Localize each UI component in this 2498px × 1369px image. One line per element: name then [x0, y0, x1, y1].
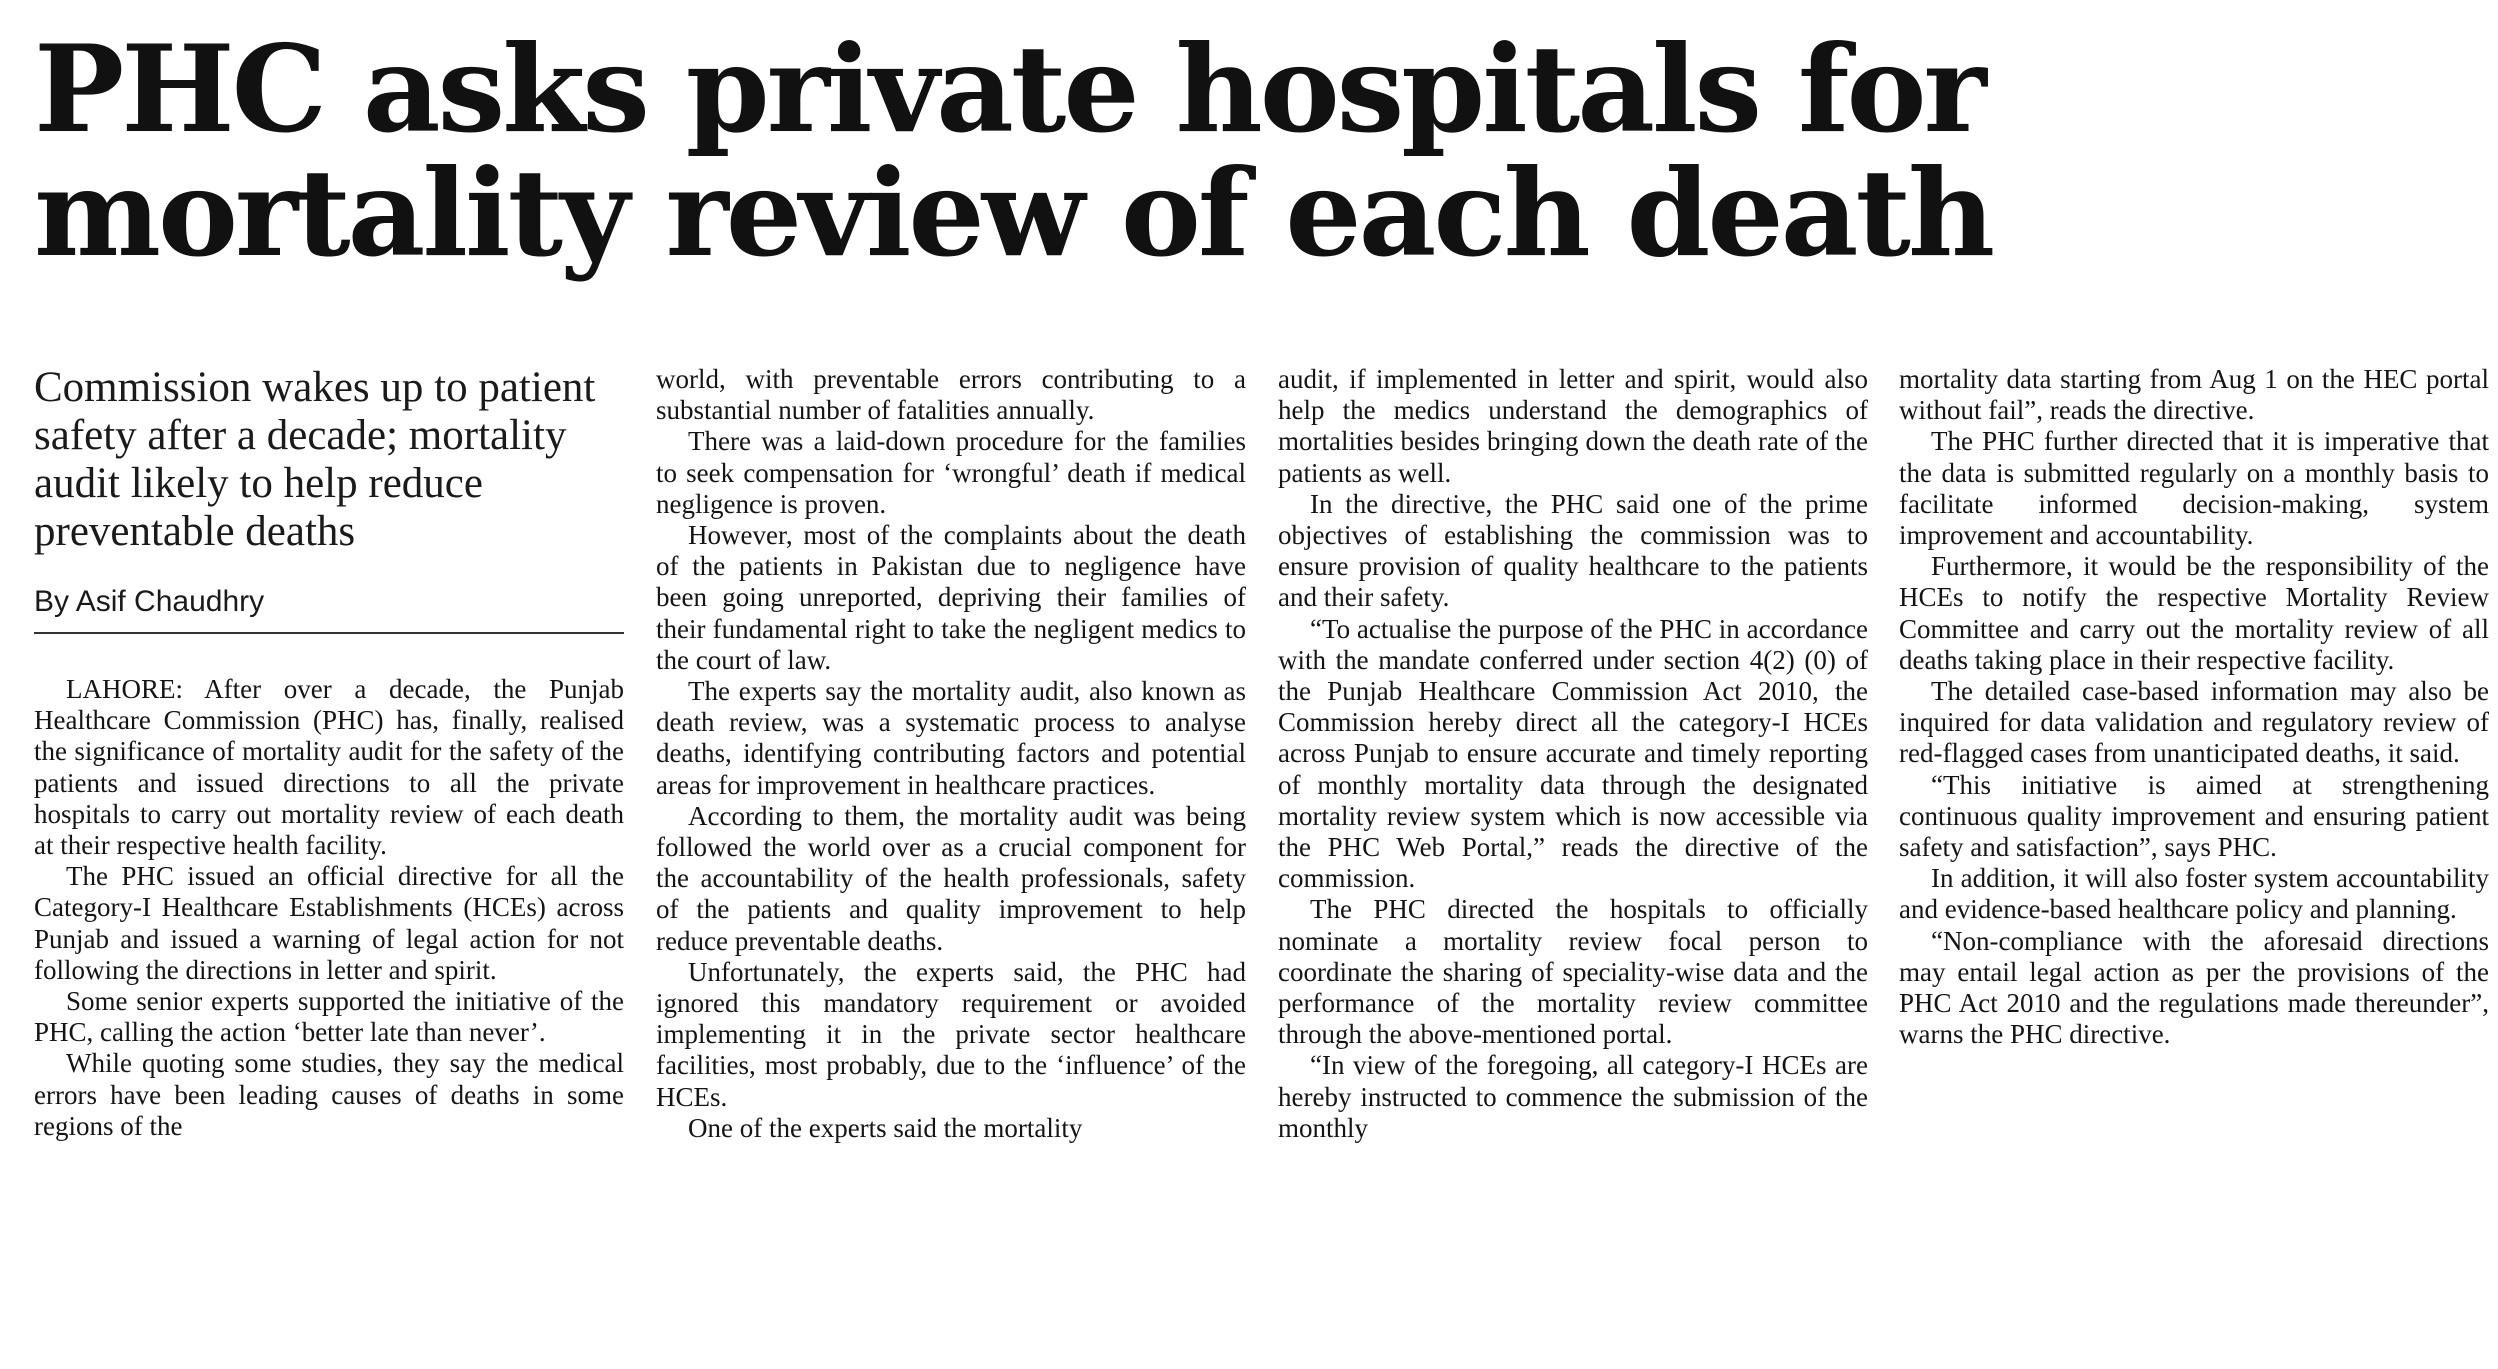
article-column-3 — [1278, 364, 1868, 1364]
paragraph: audit, if implemented in letter and spirit, would also help the medics understand the demographics of mortalities besides bringing down the death rate of the patients as well. — [1278, 364, 1868, 488]
paragraph: One of the experts said the mortality — [688, 1112, 1083, 1143]
article-column-4 — [1899, 364, 2489, 1364]
deck: Commission wakes up to patient safety after a decade; mortality audit likely to help reduce preventable deaths — [34, 364, 596, 555]
paragraph: According to them, the mortality audit was being followed the world over as a crucial component for the accountability of the health professionals, safety of the patients and quality improvement to help reduce preventable deaths. — [656, 800, 1246, 956]
paragraph: However, most of the complaints about the death of the patients in Pakistan due to negligence have been going unreported, depriving their families of their fundamental right to take the negligent medics to the court of law. — [656, 520, 1246, 675]
headline-line-2: mortality review of each death — [34, 142, 1993, 284]
paragraph: mortality data starting from Aug 1 on the HEC portal without fail”, reads the directive. — [1899, 364, 2489, 426]
paragraph: “To actualise the purpose of the PHC in accordance with the mandate conferred under section 4(2) (0) of the Punjab Healthcare Commission Act 2010, the Commission hereby direct all the category-I HCEs across Punjab to ensure accurate and timely reporting of monthly mortality data through the designated mortality review system which is now accessible via the PHC Web Portal,” reads the directive of the commission. — [1278, 613, 1868, 894]
paragraph: The PHC further directed that it is imperative that the data is submitted regularly on a monthly basis to facilitate informed decision-making, system improvement and accountability. — [1899, 426, 2489, 551]
article-column-2 — [656, 364, 1246, 1364]
byline: By Asif Chaudhry — [34, 585, 265, 618]
paragraph: The PHC directed the hospitals to officially nominate a mortality review focal person to coordinate the sharing of speciality-wise data and the performance of the mortality review committee through the above-mentioned portal. — [1278, 894, 1868, 1050]
paragraph: In addition, it will also foster system accountability and evidence-based healthcare policy and planning. — [1899, 863, 2489, 925]
paragraph: The PHC issued an official directive for all the Category-I Healthcare Establishments (HCEs) across Punjab and issued a warning of legal action for not following the directions in letter and spirit. — [34, 861, 624, 985]
paragraph: The detailed case-based information may also be inquired for data validation and regulatory review of red-flagged cases from unanticipated deaths, it said. — [1899, 676, 2489, 769]
paragraph: Unfortunately, the experts said, the PHC had ignored this mandatory requirement or avoided implementing it in the private sector healthcare facilities, most probably, due to the ‘influence’ of the HCEs. — [656, 956, 1246, 1112]
byline-rule — [34, 632, 624, 634]
paragraph: Furthermore, it would be the responsibility of the HCEs to notify the respective Mortality Review Committee and carry out the mortality review of all deaths taking place in their respective facility. — [1899, 551, 2489, 675]
paragraph: LAHORE: After over a decade, the Punjab Healthcare Commission (PHC) has, finally, realised the significance of mortality audit for the safety of the patients and issued directions to all the private hospitals to carry out mortality review of each death at their respective health facility. — [34, 674, 624, 861]
paragraph: In the directive, the PHC said one of the prime objectives of establishing the commission was to ensure provision of quality healthcare to the patients and their safety. — [1278, 488, 1868, 613]
paragraph: There was a laid-down procedure for the families to seek compensation for ‘wrongful’ death if medical negligence is proven. — [656, 426, 1246, 519]
paragraph: “This initiative is aimed at strengthening continuous quality improvement and ensuring patient safety and satisfaction”, says PHC. — [1899, 769, 2489, 863]
headline-line-1: PHC asks private hospitals for — [34, 19, 1984, 160]
paragraph: “In view of the foregoing, all category-I HCEs are hereby instructed to commence the submission of the monthly — [1278, 1050, 1868, 1143]
paragraph: “Non-compliance with the aforesaid directions may entail legal action as per the provisions of the PHC Act 2010 and the regulations made thereunder”, warns the PHC directive. — [1899, 925, 2489, 1050]
paragraph: While quoting some studies, they say the medical errors have been leading causes of deaths in some regions of the — [34, 1048, 624, 1141]
article-column-1 — [34, 364, 624, 1364]
paragraph: world, with preventable errors contributing to a substantial number of fatalities annually. — [656, 364, 1246, 426]
headline — [34, 19, 2474, 284]
paragraph: The experts say the mortality audit, also known as death review, was a systematic process to analyse deaths, identifying contributing factors and potential areas for improvement in healthcare practices. — [656, 676, 1246, 800]
paragraph: Some senior experts supported the initiative of the PHC, calling the action ‘better late than never’. — [34, 986, 624, 1048]
